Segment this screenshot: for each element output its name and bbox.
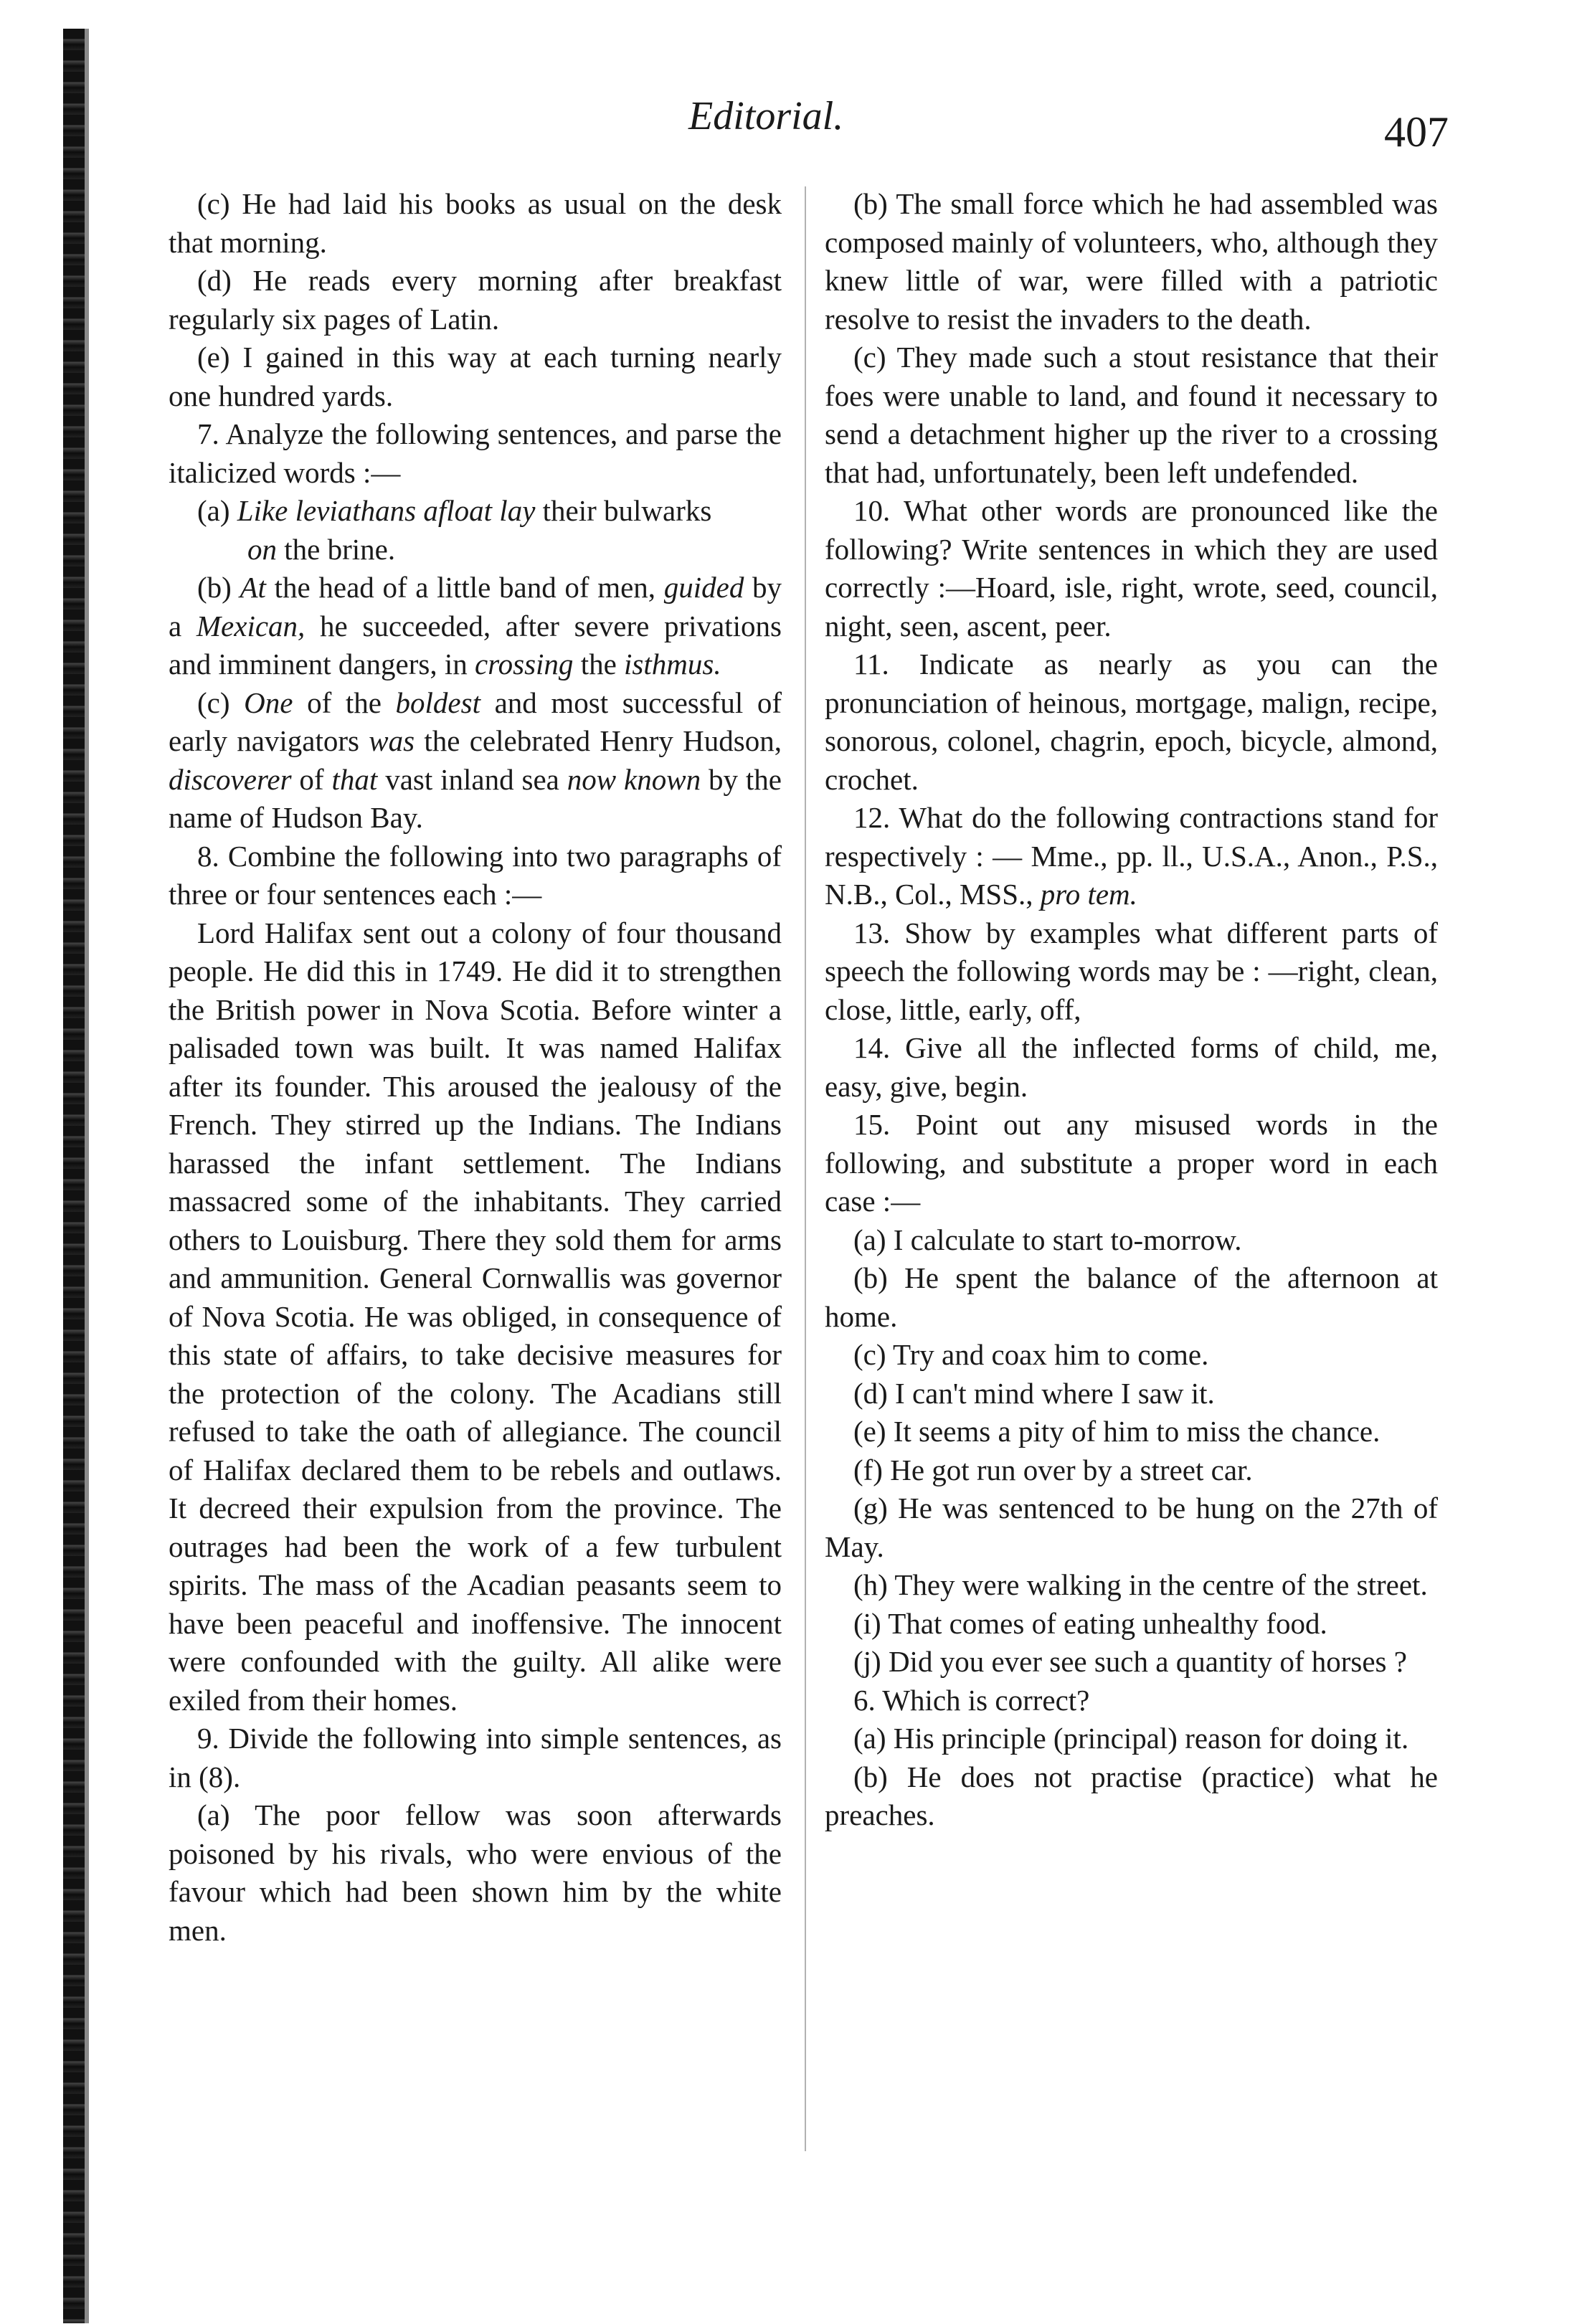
paragraph: (c) He had laid his books as usual on the desk that morning. [169,187,782,259]
paragraph: (h) They were walking in the centre of the street. [853,1568,1428,1601]
paragraph [169,492,782,569]
paragraph: (e) I gained in this way at each turning nearly one hundred yards. [169,341,782,412]
binding-edge [63,29,85,2323]
page-number: 407 [1384,108,1449,156]
italic-text: boldest [395,686,480,719]
paragraph: (c) They made such a stout resistance that their foes were unable to land, and found it necessary to send a detachment higher up the river to a crossing that had, unfortunately, been left undefended. [825,341,1438,489]
right-column [825,185,1438,1835]
italic-text: on [247,532,277,566]
paragraph: (a) The poor fellow was soon afterwards poisoned by his rivals, who were envious of the favour which had been shown him by the white men. [169,1798,782,1947]
paragraph [825,799,1438,914]
text: the celebrated Henry Hudson, [415,724,782,757]
italic-text: guided [663,571,744,604]
paragraph: (d) I can't mind where I saw it. [853,1376,1215,1410]
italic-text: that [331,762,378,796]
paragraph: (b) He spent the balance of the afternoon at home. [825,1261,1438,1333]
paragraph: (a) I calculate to start to-morrow. [853,1223,1242,1256]
text: the [573,648,625,680]
italic-text: was [369,724,415,757]
running-head: Editorial. [688,94,844,138]
paragraph: 11. Indicate as nearly as you can the pronunciation of heinous, mortgage, malign, recipe, sonorous, colonel, chagrin, epoch, bicycle, almond, crochet. [825,648,1438,796]
italic-text: Mexican, [196,609,306,642]
item-label: (b) [197,571,232,604]
italic-text: At [240,571,266,604]
paragraph: (a) His principle (principal) reason for doing it. [853,1722,1409,1755]
text: the head of a little band of men, [265,571,664,604]
paragraph: 8. Combine the following into two paragraphs of three or four sentences each :— [169,839,782,911]
item-label: (c) [197,686,230,719]
paragraph: (b) The small force which he had assembled was composed mainly of volunteers, who, although they knew little of war, were filled with a patriotic resolve to resist the invaders to the death. [825,187,1438,336]
italic-text: isthmus. [624,648,721,680]
paragraph: 9. Divide the following into simple sentences, as in (8). [169,1722,782,1793]
left-column [169,185,782,1950]
paragraph: (b) He does not practise (practice) what he preaches. [825,1760,1438,1831]
paragraph [169,569,782,684]
text: he succeeded, after severe privations and imminent dangers, in [169,609,782,680]
paragraph: (j) Did you ever see such a quantity of horses ? [853,1645,1407,1678]
binding-shadow [85,29,89,2323]
paragraph: (f) He got run over by a street car. [853,1453,1253,1486]
paragraph: 15. Point out any misused words in the following, and substitute a proper word in each case :— [825,1108,1438,1218]
paragraph: (d) He reads every morning after breakfast regularly six pages of Latin. [169,264,782,336]
item-label: (a) [197,494,230,527]
column-rule [805,186,806,2151]
paragraph: (i) That comes of eating unhealthy food. [853,1606,1327,1640]
text: the brine. [277,532,396,566]
text: of the [293,686,396,719]
italic-text: now known [567,762,701,796]
text: 12. What do the following contractions stand for respectively : — Mme., pp. ll., U.S.A., Anon., P.S., N.B., Col., MSS., [825,801,1438,911]
paragraph: (g) He was sentenced to be hung on the 27th of May. [825,1491,1438,1563]
paragraph: 10. What other words are pronounced like the following? Write sentences in which they are used correctly :—Hoard, isle, right, wrote, seed, council, night, seen, ascent, peer. [825,494,1438,642]
paragraph: (c) Try and coax him to come. [853,1338,1209,1371]
italic-text: Like leviathans afloat lay [237,494,536,527]
italic-text: One [244,686,293,719]
paragraph: (e) It seems a pity of him to miss the chance. [853,1415,1381,1448]
text: by the name of Hudson Bay. [169,762,782,834]
text: and most successful of early navigators [169,686,782,757]
paragraph: 13. Show by examples what different parts of speech the following words may be : —right, clean, close, little, early, off, [825,916,1438,1026]
text: vast inland sea [377,762,567,796]
paragraph [169,684,782,838]
paragraph: 7. Analyze the following sentences, and parse the italicized words :— [169,417,782,489]
italic-text: discoverer [169,762,292,796]
text: of [291,762,332,796]
italic-text: crossing [475,648,574,680]
text: their bulwarks [535,494,712,527]
paragraph: Lord Halifax sent out a colony of four thousand people. He did this in 1749. He did it to strengthen the British power in Nova Scotia. Before winter a palisaded town was built. It was named Halifax after its founder. This aroused the jealousy of the French. They stirred up the Indians. The Indians harassed the infant settlement. The Indians massacred some of the inhabitants. They carried others to Louisburg. There they sold them for arms and ammunition. General Cornwallis was governor of Nova Scotia. He was obliged, in consequence of this state of affairs, to take decisive measures for the protection of the colony. The Acadians still refused to take the oath of allegiance. The council of Halifax declared them to be rebels and outlaws. It decreed their expulsion from the province. The outrages had been the work of a few turbulent spirits. The mass of the Acadian peasants seem to have been peaceful and inoffensive. The innocent were confounded with the guilty. All alike were exiled from their homes. [169,916,782,1717]
paragraph: 14. Give all the inflected forms of child, me, easy, give, begin. [825,1031,1438,1103]
paragraph: 6. Which is correct? [853,1683,1090,1717]
text: by a [169,571,782,642]
italic-text: pro tem. [1040,878,1137,911]
